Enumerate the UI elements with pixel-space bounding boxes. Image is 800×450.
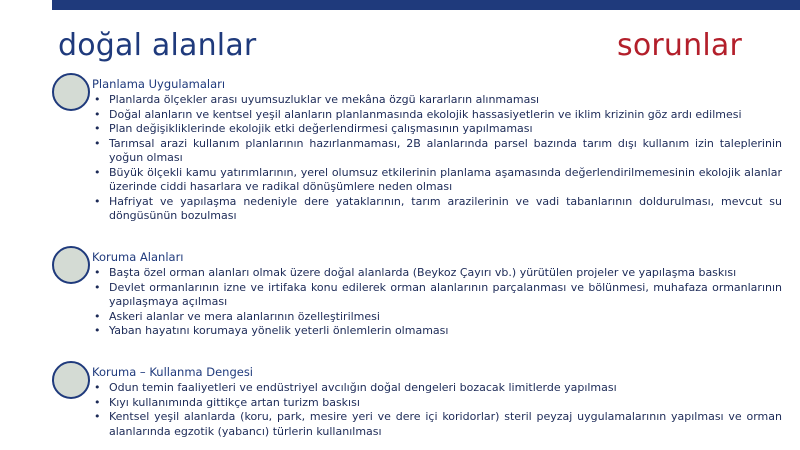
list-item: • Doğal alanların ve kentsel yeşil alanların planlanmasında ekolojik hassasiyetlerin ve iklim krizinin göz ardı edilmesi xyxy=(92,108,782,123)
list-item: • Odun temin faaliyetleri ve endüstriyel avcılığın doğal dengeleri bozacak limitlerde yapılması xyxy=(92,381,782,396)
section-title: Planlama Uygulamaları xyxy=(92,77,226,91)
section-item-list xyxy=(92,266,782,339)
slide-title-natural-areas: doğal alanlar xyxy=(58,28,257,63)
list-item: • Kentsel yeşil alanlarda (koru, park, mesire yeri ve dere içi koridorlar) steril peyzaj uygulamalarının yapılması ve orman alanlarında egzotik (yabancı) türlerin kullanılması xyxy=(92,410,782,439)
list-item: • Tarımsal arazi kullanım planlarının hazırlanmaması, 2B alanlarında parsel bazında tarım dışı kullanım izin taleplerinin yoğun olması xyxy=(92,137,782,166)
list-item: • Hafriyat ve yapılaşma nedeniyle dere yataklarının, tarım arazilerinin ve vadi tabanlarının doldurulması, mevcut su döngüsünün bozulması xyxy=(92,195,782,224)
top-accent-bar xyxy=(52,0,800,10)
list-item: • Plan değişikliklerinde ekolojik etki değerlendirmesi çalışmasının yapılmaması xyxy=(92,122,782,137)
list-item: • Büyük ölçekli kamu yatırımlarının, yerel olumsuz etkilerinin planlama aşamasında değerlendirilmemesinin ekolojik alanlar üzerinde ciddi hasarlara ve radikal dönüşümlere neden olması xyxy=(92,166,782,195)
section-bullet-circle-icon xyxy=(52,73,90,111)
section-bullet-circle-icon xyxy=(52,361,90,399)
section-bullet-circle-icon xyxy=(52,246,90,284)
list-item: • Devlet ormanlarının izne ve irtifaka konu edilerek orman alanlarının parçalanması ve bölünmesi, muhafaza ormanlarının yapılaşmaya açılması xyxy=(92,281,782,310)
list-item: • Yaban hayatını korumaya yönelik yeterli önlemlerin olmaması xyxy=(92,324,782,339)
list-item: • Askeri alanlar ve mera alanlarının özelleştirilmesi xyxy=(92,310,782,325)
list-item: • Kıyı kullanımında gittikçe artan turizm baskısı xyxy=(92,396,782,411)
slide-title-problems: sorunlar xyxy=(617,28,742,63)
list-item: • Planlarda ölçekler arası uyumsuzluklar ve mekâna özgü kararların alınmaması xyxy=(92,93,782,108)
section-item-list xyxy=(92,93,782,224)
section-item-list xyxy=(92,381,782,439)
section-title: Koruma – Kullanma Dengesi xyxy=(92,365,253,379)
list-item: • Başta özel orman alanları olmak üzere doğal alanlarda (Beykoz Çayırı vb.) yürütülen projeler ve yapılaşma baskısı xyxy=(92,266,782,281)
section-title: Koruma Alanları xyxy=(92,250,184,264)
